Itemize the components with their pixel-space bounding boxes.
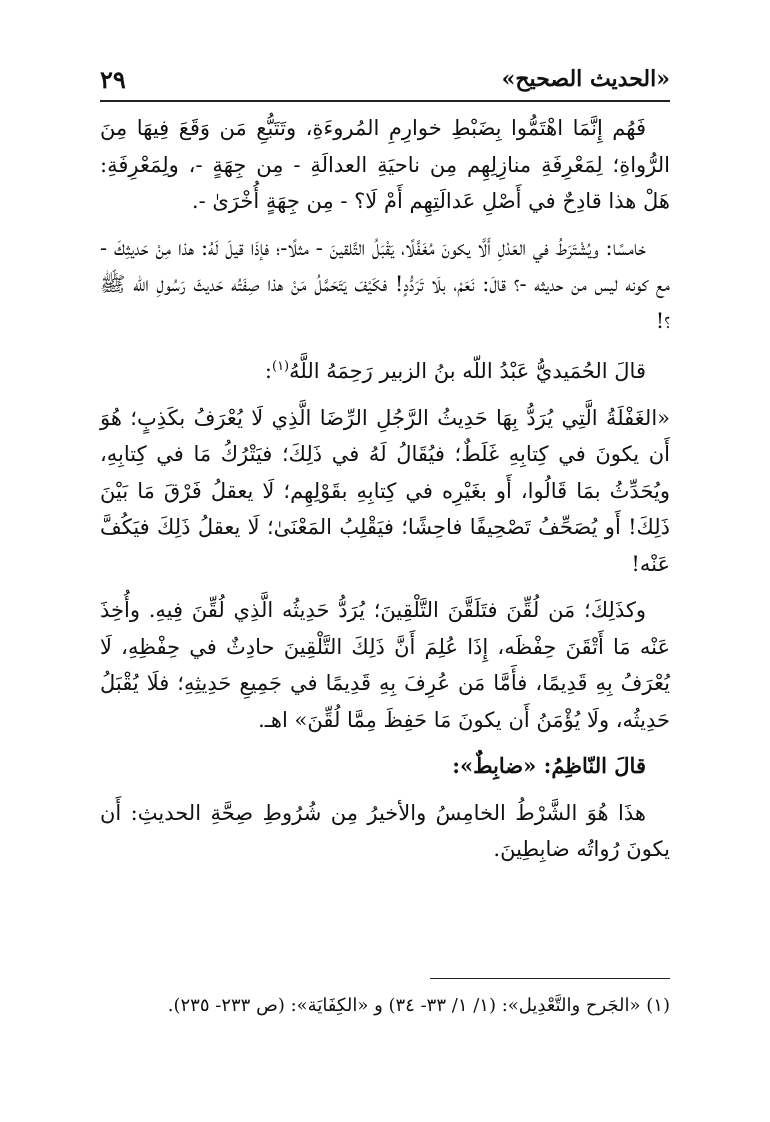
paragraph-2: خامسًا: ويُشْتَرَطُ في العَدْلِ أَلَّا يكونَ مُغَفَّلًا، يَقْبَلُ التَّلقينَ - مثلًا-؛ فإذَا قيلَ لَهُ: هذا مِنْ حَديثِكَ - مع كونه ليس من حديثه -؟ قالَ: نَعَمْ، بلَا تَرَدُّدٍ! فكَيْفَ يَتَحَمَّلُ مَنْ هذا صِفَتُه حَديثَ رَسُولِ اللّه ﷺ ؟! [100, 235, 670, 333]
footnote: (١) «الجَرح والتَّعْدِيل»: (١/ ١/ ٣٣- ٣٤) و «الكِفَايَة»: (ص ٢٣٣- ٢٣٥). [167, 995, 670, 1016]
main-text [100, 110, 670, 878]
quote-intro [100, 349, 670, 390]
paragraph-final: هذَا هُوَ الشَّرْطُ الخامِسُ والأخيرُ مِن شُرُوطِ صِحَّةِ الحديثِ: أَن يكونَ رُواتُه ضابِطِينَ. [100, 800, 670, 861]
header-rule [100, 100, 670, 102]
running-title: «الحديث الصحيح» [501, 66, 670, 92]
footnote-ref: (١) [271, 359, 290, 374]
paragraph-1: فَهُم إِنَّمَا اهْتَمُّوا بِضَبْطِ خوارِمِ المُروءَةِ، وتَتَبُّعِ مَن وَقَعَ فِيهَا مِنَ الرُّواةِ؛ لِمَعْرِفَةِ منازِلِهِم مِن ناحيَةِ العدالَةِ - مِن جِهَةٍ -، ولِمَعْرِفَةِ: هَلْ هذا قادِحٌ في أَصْلِ عَدالَتِهِم أَمْ لَا؟ - مِن جِهَةٍ أُخْرَىٰ -. [100, 116, 670, 213]
nazim-heading: قالَ النّاظِمُ: «ضابِطٌ»: [452, 753, 646, 778]
quotation-2: وكذَلِكَ؛ مَن لُقِّنَ فتَلَقَّنَ التَّلْقِينَ؛ يُرَدُّ حَدِيثُه الَّذِي لُقِّنَ فِيهِ. وأُخِذَ عَنْه مَا أَتْقَنَ حِفْظَه، إِذَا عُلِمَ أَنَّ ذَلِكَ التَّلْقِينَ حادِثٌ في حِفْظِهِ، لَا يُعْرَفُ بِهِ قَدِيمًا، فأَمَّا مَن عُرِفَ بِهِ قَدِيمًا في جَمِيعِ حَدِيثِهِ؛ فلَا يُقْبَلُ حَدِيثُه، ولَا يُؤْمَنُ أَن يكونَ مَا حَفِظَ مِمَّا لُقِّنَ» اهـ. [100, 598, 670, 732]
quotation-1: «الغَفْلَةُ الَّتِي يُرَدُّ بِهَا حَدِيثُ الرَّجُلِ الرِّضَا الَّذِي لَا يُعْرَفُ بكَذِبٍ؛ هُوَ أَن يكونَ في كِتابِهِ غَلَطٌ؛ فيُقَالُ لَهُ في ذَلِكَ؛ فيَتْرُكُ مَا في كِتابِهِ، ويُحَدِّثُ بمَا قَالُوا، أَو بغَيْرِه في كِتابِهِ بقَوْلِهِم؛ لَا يعقلُ فَرْقَ مَا بَيْنَ ذَلِكَ! أَو يُصَحِّفُ تَصْحِيفًا فاحِشًا؛ فيَقْلِبُ المَعْنَىٰ؛ لَا يعقلُ ذَلِكَ فيَكُفَّ عَنْه! [100, 405, 671, 576]
quote-intro-text: قالَ الحُمَيديُّ عَبْدُ اللّه بنُ الزبير رَحِمَهُ اللَّهُ [289, 359, 646, 383]
quote-intro-colon: : [264, 359, 272, 383]
page-number: ٢٩ [100, 64, 126, 94]
footnote-rule [430, 978, 670, 979]
running-header [100, 62, 670, 96]
